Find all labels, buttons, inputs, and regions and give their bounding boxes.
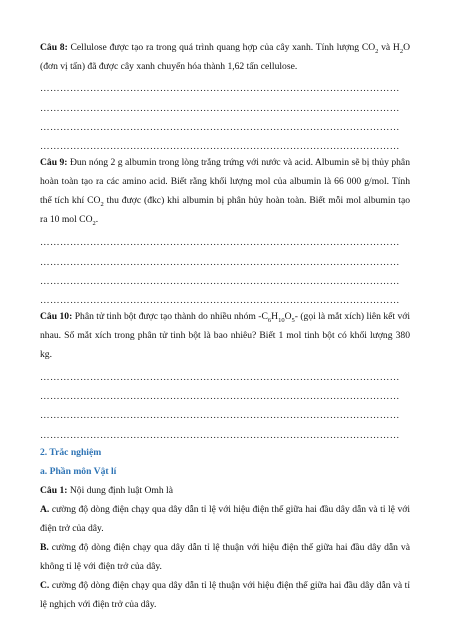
question-9-text-3: . — [95, 214, 99, 225]
answer-line: ……………………………………………………………………………………………… — [40, 295, 400, 306]
question-10-text-3: O — [284, 311, 292, 322]
answer-line: ……………………………………………………………………………………………… — [40, 103, 400, 114]
option-letter: C. — [40, 580, 50, 591]
question-8-text-3: O (đơn vị tấn) đã được cây xanh chuyển hóa thành 1,62 tấn cellulose. — [40, 42, 411, 72]
answer-line: ……………………………………………………………………………………………… — [40, 122, 400, 133]
option-b — [40, 538, 410, 576]
question-9 — [40, 153, 410, 229]
answer-line: ……………………………………………………………………………………………… — [40, 430, 400, 441]
question-10 — [40, 307, 410, 364]
option-text: cường độ dòng điện chạy qua dây dẫn tỉ lệ thuận với hiệu điện thế giữa hai đầu dây dẫn và không tỉ lệ với điện trở của dây. — [40, 542, 410, 572]
question-10-text-1: Phân tử tinh bột được tạo thành do nhiều nhóm -C — [72, 311, 268, 322]
option-letter: B. — [40, 542, 49, 553]
question-1-label: Câu 1: — [40, 485, 68, 496]
answer-line: ……………………………………………………………………………………………… — [40, 372, 400, 383]
answer-line: ……………………………………………………………………………………………… — [40, 276, 400, 287]
subscript: 2 — [92, 219, 96, 227]
option-text: cường độ dòng điện chạy qua dây dẫn tỉ lệ thuận với hiệu điện thế giữa hai đầu dây dẫn và tỉ lệ nghịch với điện trở của dây. — [40, 580, 410, 610]
question-10-label: Câu 10: — [40, 311, 73, 322]
question-8-label: Câu 8: — [40, 42, 68, 53]
option-c — [40, 576, 410, 614]
option-a — [40, 500, 410, 538]
subscript: 6 — [267, 316, 272, 324]
answer-line: ……………………………………………………………………………………………… — [40, 410, 400, 421]
question-10-text-4: - (gọi là mắt xích) liên kết với nhau. Số mắt xích trong phân tử tinh bột là bao nhiêu? Biết 1 mol tinh bột có khối lượng 380 kg. — [40, 311, 411, 360]
answer-line: ……………………………………………………………………………………………… — [40, 391, 400, 402]
subscript: 5 — [291, 316, 295, 324]
subscript: 2 — [375, 47, 379, 55]
section-heading: 2. Trắc nghiệm — [40, 447, 102, 458]
question-1 — [40, 481, 410, 500]
subsection-heading: a. Phần môn Vật lí — [40, 466, 117, 477]
option-text: cường độ dòng điện chạy qua dây dẫn tỉ lệ với hiệu điện thế giữa hai đầu dây dẫn và tỉ lệ với điện trở của dây. — [40, 504, 410, 534]
subscript: 2 — [399, 47, 404, 55]
question-8 — [40, 38, 410, 76]
subscript: 2 — [100, 200, 104, 208]
option-letter: A. — [40, 504, 50, 515]
question-1-text: Nội dung định luật Omh là — [67, 485, 173, 496]
question-9-text-1: Đun nóng 2 g albumin trong lòng trắng trứng với nước và acid. Albumin sẽ bị thủy phân hoàn toàn tạo ra các amino acid. Biết rằng khối lượng mol của albumin là 66 000 g/mol. Tính thể tích khí CO — [40, 157, 410, 206]
question-10-text-2: H — [271, 311, 279, 322]
answer-line: ……………………………………………………………………………………………… — [40, 141, 400, 152]
answer-line: ……………………………………………………………………………………………… — [40, 237, 400, 248]
subscript: 10 — [278, 316, 285, 324]
question-9-text-2: thu được (đkc) khi albumin bị phân hủy hoàn toàn. Biết mỗi mol albumin tạo ra 10 mol CO — [40, 195, 410, 225]
question-8-text-2: và H — [378, 42, 400, 53]
question-8-text-1: Cellulose được tạo ra trong quá trình quang hợp của cây xanh. Tính lượng CO — [67, 42, 376, 53]
answer-line: ……………………………………………………………………………………………… — [40, 257, 400, 268]
answer-line: ……………………………………………………………………………………………… — [40, 83, 400, 94]
question-9-label: Câu 9: — [40, 157, 68, 168]
